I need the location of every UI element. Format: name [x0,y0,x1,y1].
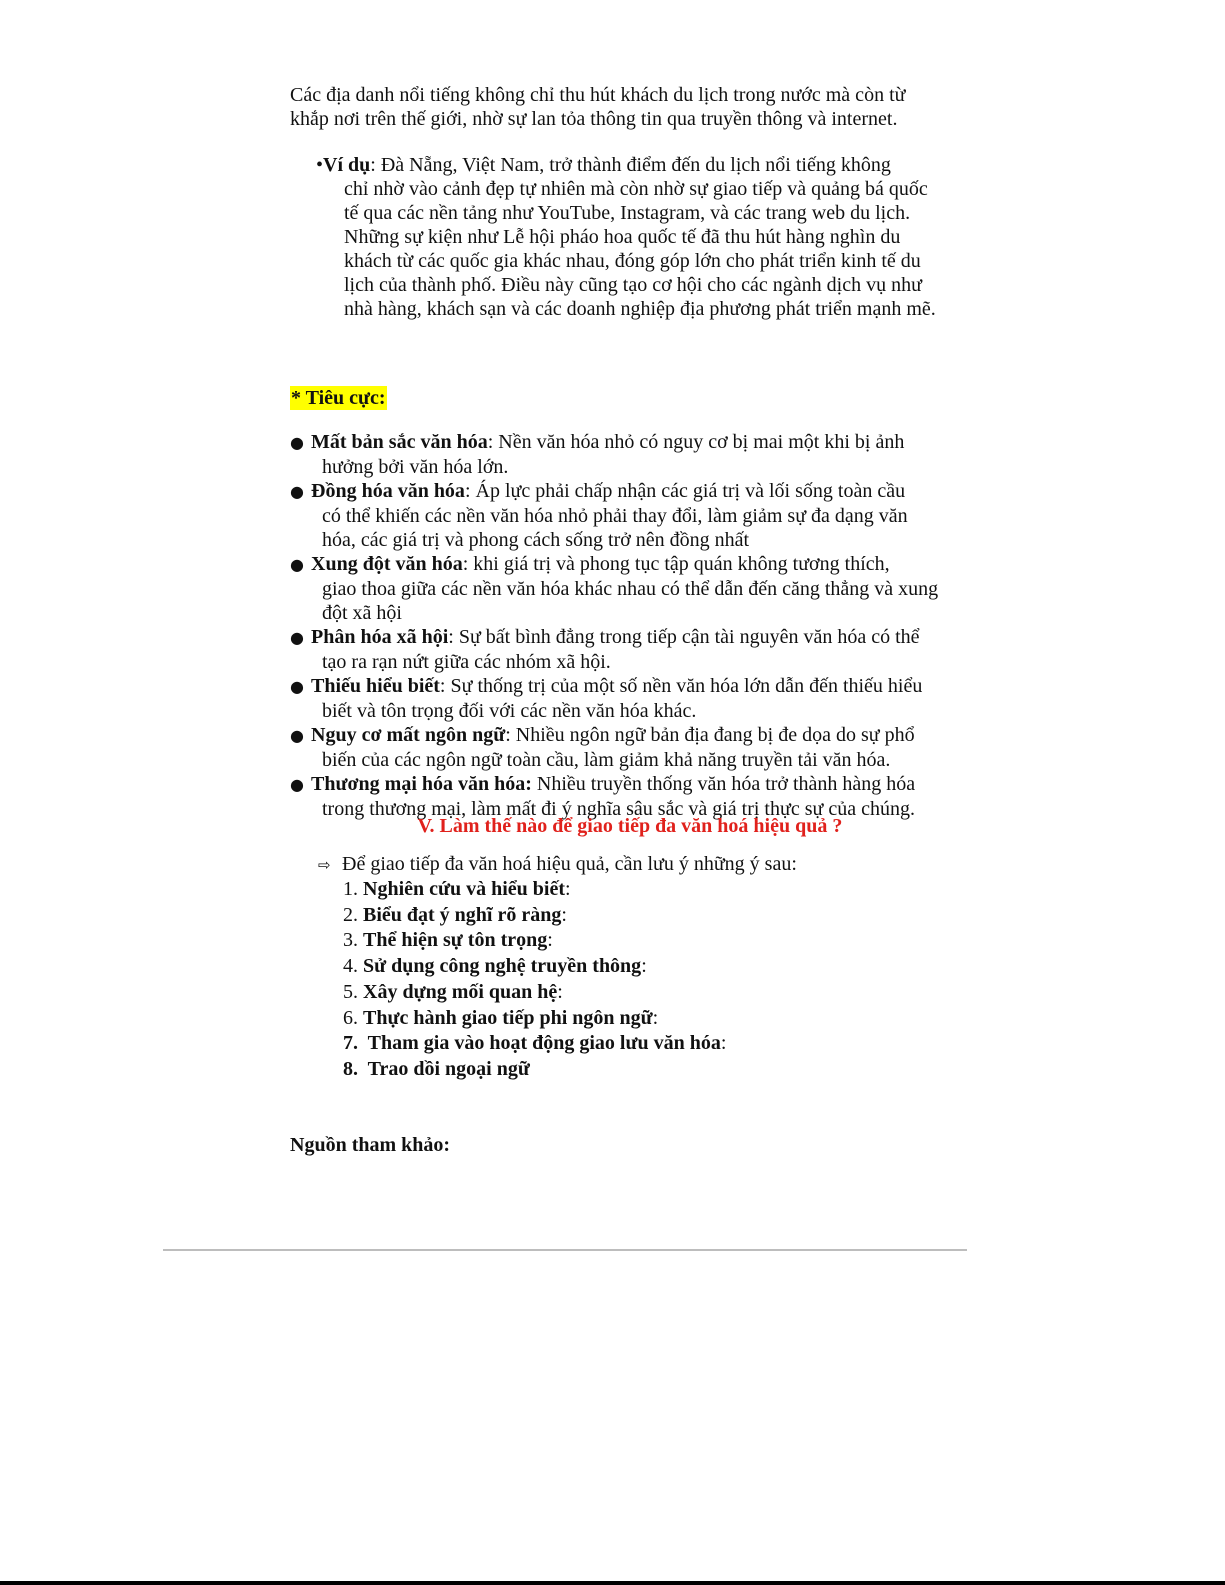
tip-number: 1. [343,878,363,900]
bottom-border [0,1581,1225,1585]
item-continuation: giao thoa giữa các nền văn hóa khác nhau có thể dẫn đến căng thẳng và xung [322,578,939,600]
tip-number: 4. [343,955,363,978]
bullet-icon: ● [290,433,304,452]
intro-line: khắp nơi trên thế giới, nhờ sự lan tỏa thông tin qua truyền thông và internet. [290,108,898,130]
item-continuation: hưởng bởi văn hóa lớn. [322,456,509,478]
list-item [290,430,980,479]
example-line: chỉ nhờ vào cảnh đẹp tự nhiên mà còn nhờ sự giao tiếp và quảng bá quốc [344,178,928,200]
item-text: : khi giá trị và phong tục tập quán không tương thích, [462,553,890,575]
item-text: : Nền văn hóa nhỏ có nguy cơ bị mai một khi bị ảnh [487,431,905,453]
item-term: Nguy cơ mất ngôn ngữ [311,724,506,746]
page-divider [163,1249,967,1251]
example-line: nhà hàng, khách sạn và các doanh nghiệp địa phương phát triển mạnh mẽ. [344,298,936,320]
intro-paragraph [290,83,970,131]
arrow-right-icon: ⇨ [318,856,331,874]
tip-suffix: : [565,878,571,900]
item-continuation: trong thương mại, làm mất đi ý nghĩa sâu sắc và giá trị thực sự của chúng. [322,798,915,820]
example-first-line [316,153,976,177]
item-continuation: biết và tôn trọng đối với các nền văn hóa khác. [322,700,697,722]
tip-text: Thể hiện sự tôn trọng [363,929,548,952]
tip-suffix: : [557,980,563,1003]
list-item [343,1057,726,1083]
example-line: Những sự kiện như Lễ hội pháo hoa quốc tế đã thu hút hàng nghìn du [344,226,901,248]
example-line: khách từ các quốc gia khác nhau, đóng góp lớn cho phát triển kinh tế du [344,250,921,272]
bullet-icon: ● [290,555,304,574]
bullet-icon: ● [290,628,304,647]
section-lead [318,852,797,877]
list-item [290,479,980,552]
tip-suffix: : [720,1032,727,1055]
tip-suffix: : [652,1006,659,1029]
list-item [290,674,980,723]
tip-number: 3. [343,929,363,952]
item-text: : Nhiều ngôn ngữ bản địa đang bị đe dọa do sự phổ [505,724,915,746]
list-item [343,954,726,980]
item-continuation: biến của các ngôn ngữ toàn cầu, làm giảm khả năng truyền tải văn hóa. [322,749,891,771]
tip-number: 6. [343,1006,363,1029]
item-continuation: đột xã hội [322,602,402,624]
tip-text: Tham gia vào hoạt động giao lưu văn hóa [367,1032,721,1055]
item-continuation: có thể khiến các nền văn hóa nhỏ phải thay đổi, làm giảm sự đa dạng văn [322,505,908,527]
section-heading: V. Làm thế nào để giao tiếp đa văn hoá hiệu quả ? [417,815,843,837]
tip-suffix: : [561,903,567,926]
tip-text: Thực hành giao tiếp phi ngôn ngữ [363,1006,653,1029]
tip-number: 8. [343,1057,368,1080]
intro-line: Các địa danh nổi tiếng không chỉ thu hút khách du lịch trong nước mà còn từ [290,84,906,106]
example-paragraph [316,153,976,321]
tips-list [343,877,726,1083]
tip-number: 7. [343,1032,368,1055]
tip-text: Xây dựng mối quan hệ [363,980,558,1003]
negative-list [290,430,980,821]
list-item [343,877,726,903]
item-text: : Sự bất bình đẳng trong tiếp cận tài nguyên văn hóa có thể [448,626,920,648]
example-text: : Đà Nẵng, Việt Nam, trở thành điểm đến du lịch nổi tiếng không [370,154,891,176]
item-continuation: tạo ra rạn nứt giữa các nhóm xã hội. [322,651,611,673]
item-term: Thiếu hiểu biết [311,675,440,697]
example-line: tế qua các nền tảng như YouTube, Instagram, và các trang web du lịch. [344,202,911,224]
example-label: Ví dụ [323,154,371,176]
bullet-icon: ● [290,775,304,794]
item-text: : Sự thống trị của một số nền văn hóa lớn dẫn đến thiếu hiểu [439,675,923,697]
list-item [343,903,726,929]
tip-suffix: : [641,955,647,978]
tip-text: Nghiên cứu và hiểu biết [363,878,566,900]
item-continuation: hóa, các giá trị và phong cách sống trở nên đồng nhất [322,529,750,551]
negative-heading: * Tiêu cực: [291,387,386,409]
bullet-icon: ● [290,726,304,745]
list-item [343,980,726,1006]
bullet-icon: ● [290,677,304,696]
list-item [290,625,980,674]
lead-text: Để giao tiếp đa văn hoá hiệu quả, cần lưu ý những ý sau: [342,853,797,875]
tip-number: 5. [343,980,363,1003]
tip-text: Sử dụng công nghệ truyền thông [363,955,642,978]
tip-text: Biểu đạt ý nghĩ rõ ràng [363,903,562,926]
item-term: Đồng hóa văn hóa [311,480,465,502]
example-bullet: • [316,154,324,176]
item-term: Thương mại hóa văn hóa: [311,773,532,795]
tip-text: Trao dồi ngoại ngữ [367,1057,530,1080]
item-term: Mất bản sắc văn hóa [311,431,488,453]
item-term: Phân hóa xã hội [311,626,449,648]
item-term: Xung đột văn hóa [311,553,463,575]
list-item [290,723,980,772]
list-item [290,552,980,625]
example-line: lịch của thành phố. Điều này cũng tạo cơ hội cho các ngành dịch vụ như [344,274,922,296]
tip-number: 2. [343,903,363,926]
bullet-icon: ● [290,482,304,501]
sources-heading: Nguồn tham khảo: [290,1134,451,1156]
item-text: : Áp lực phải chấp nhận các giá trị và lối sống toàn cầu [464,480,906,502]
tip-suffix: : [547,929,553,952]
list-item [343,1006,726,1032]
item-text: Nhiều truyền thống văn hóa trở thành hàng hóa [531,773,916,795]
list-item [343,928,726,954]
list-item [343,1031,726,1057]
